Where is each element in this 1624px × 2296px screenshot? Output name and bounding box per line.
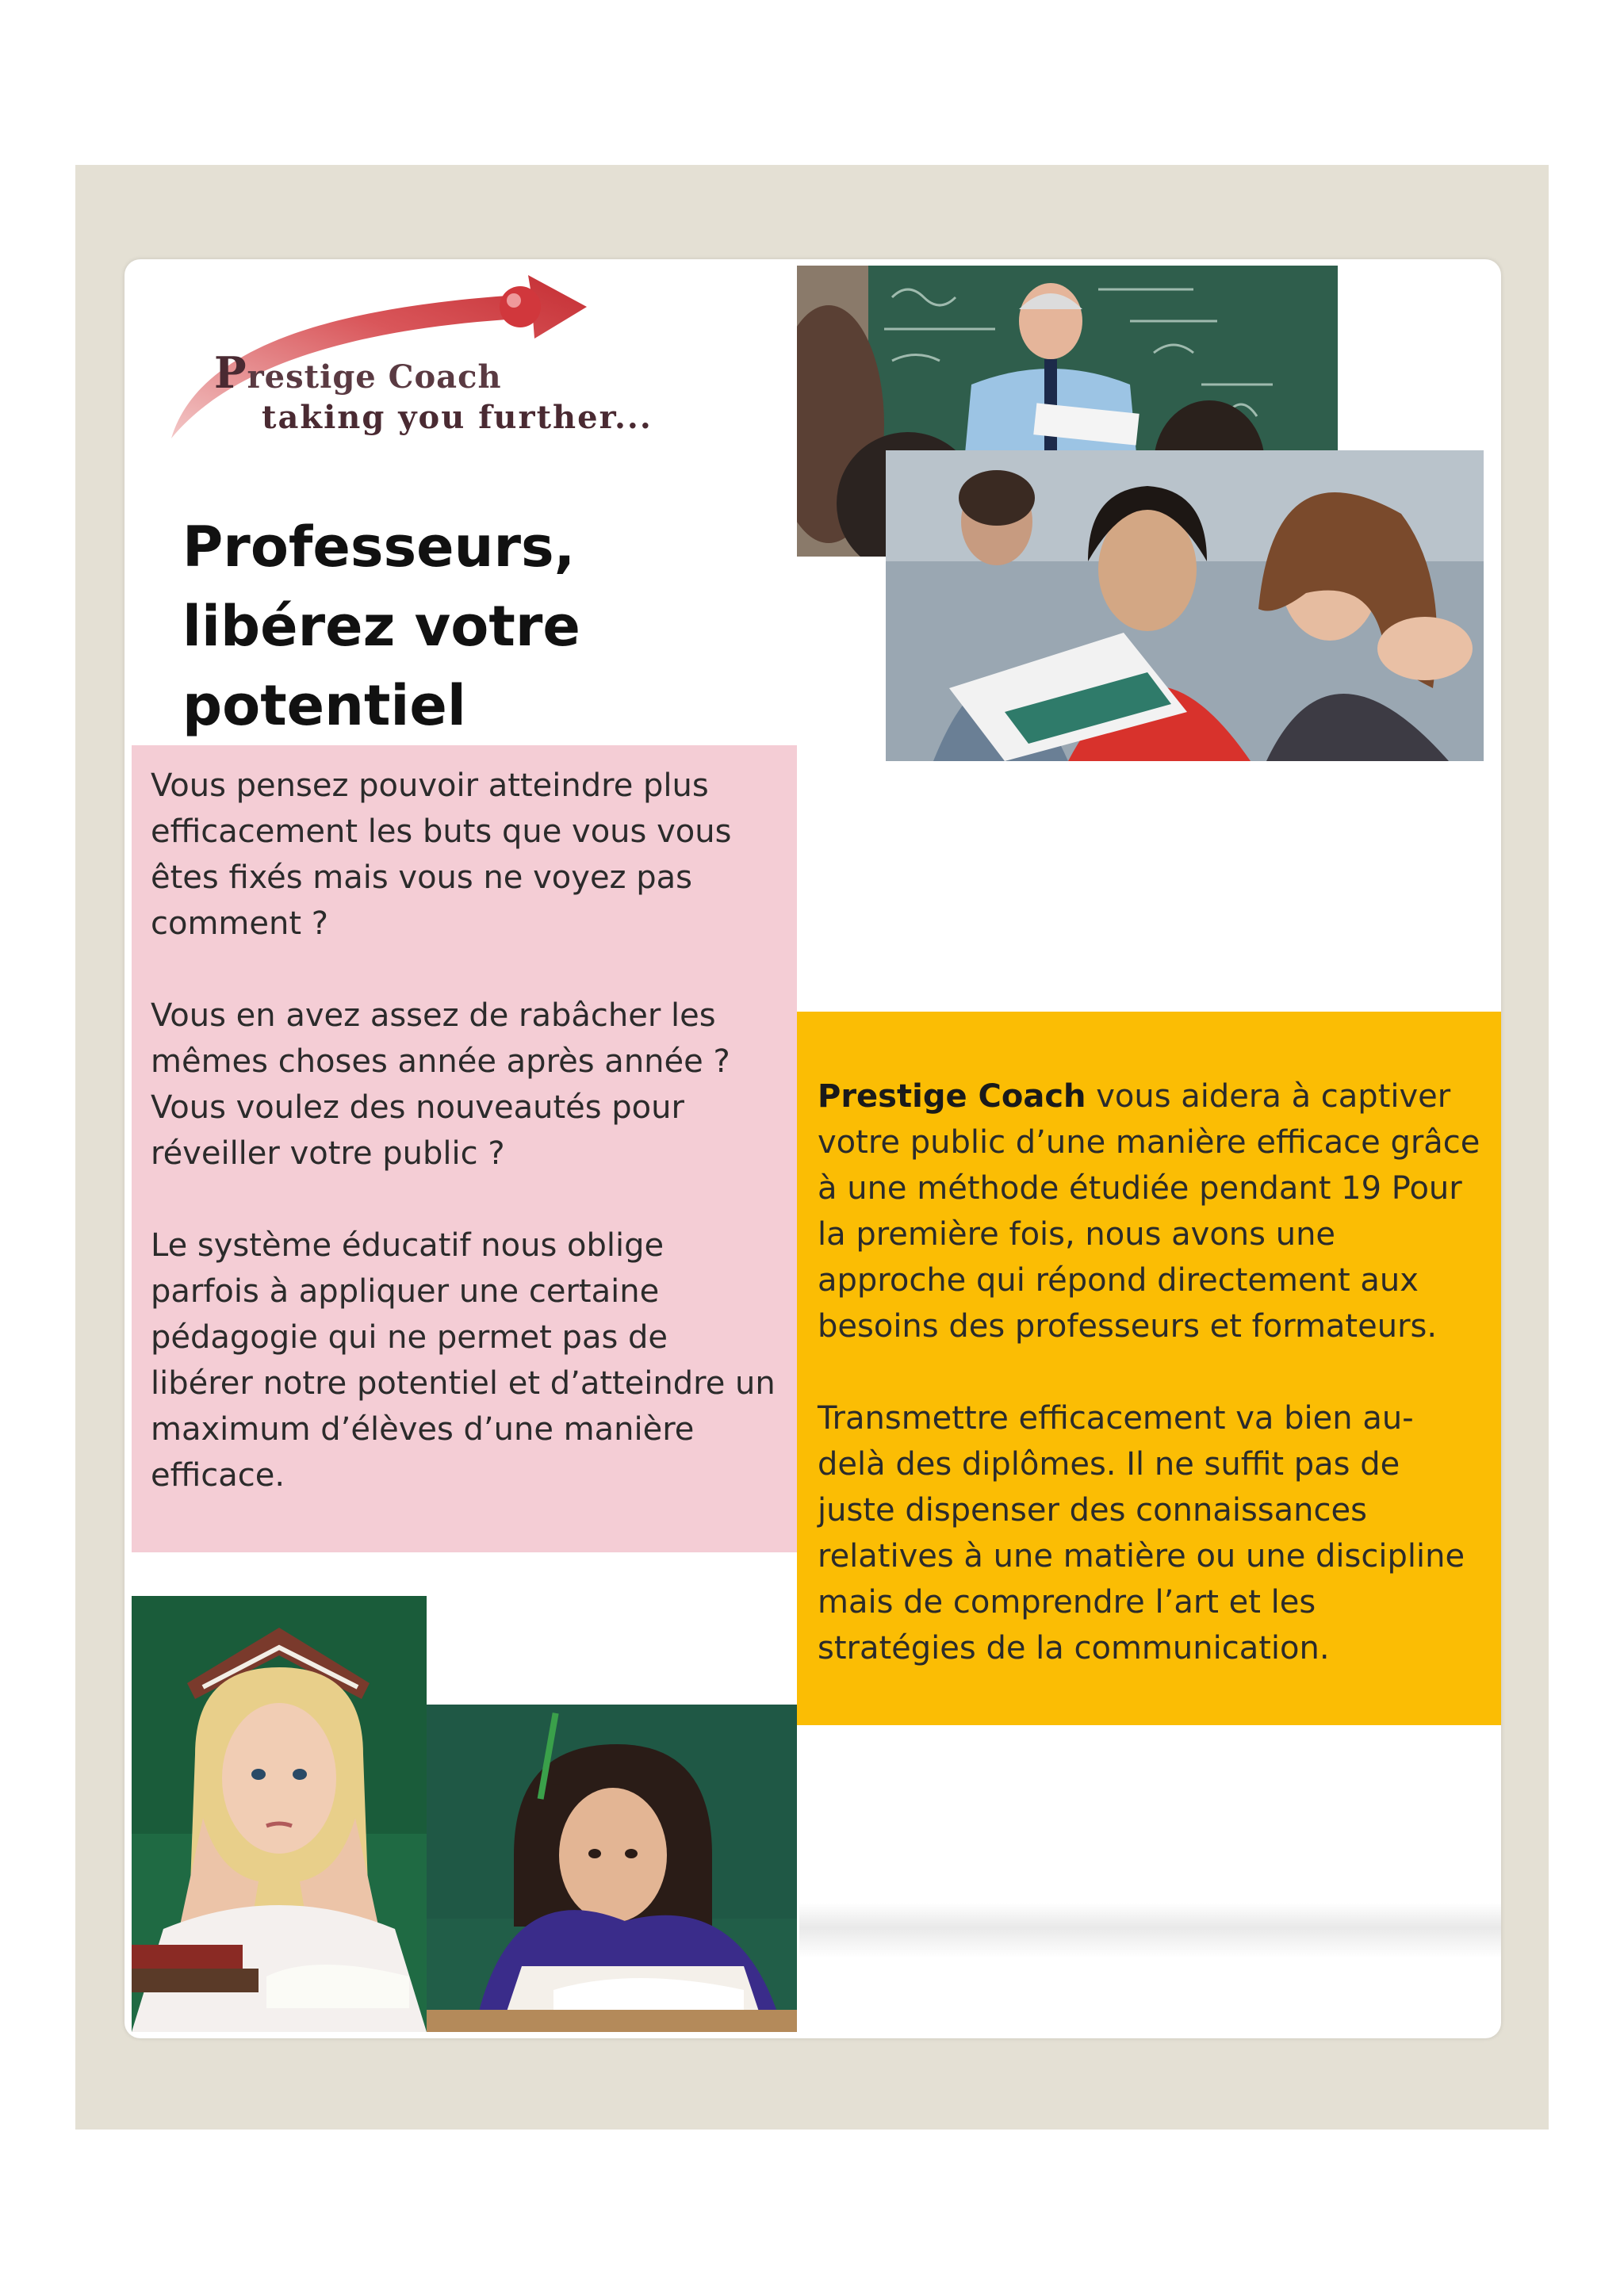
offer-paragraph-2: Transmettre efficacement va bien au-delà des diplômes. Il ne suffit pas de juste dispenser des connaissances relatives à une matière ou une discipline mais de comprendre l’art et les stratégies de la communication.: [818, 1400, 1465, 1667]
page-title: Professeurs, libérez votre potentiel: [182, 515, 580, 738]
logo-brand-text: Prestige Coach: [214, 347, 502, 398]
intro-paragraph-1: Vous pensez pouvoir atteindre plus efficacement les buts que vous vous êtes fixés mais vous ne voyez pas comment ?: [151, 767, 732, 942]
intro-text-box: [132, 745, 797, 1552]
brand-name: Prestige Coach: [818, 1078, 1086, 1115]
shelf-decoration: [799, 1903, 1501, 1958]
intro-paragraph-2: Vous en avez assez de rabâcher les mêmes choses année après année ? Vous voulez des nouveautés pour réveiller votre public ?: [151, 997, 730, 1172]
logo-tagline: taking you further...: [262, 399, 653, 436]
intro-paragraph-3: Le système éducatif nous oblige parfois à appliquer une certaine pédagogie qui ne permet pas de libérer notre potentiel et d’atteindre un maximum d’élèves d’une manière efficace.: [151, 1227, 776, 1494]
offer-text-box: [797, 1012, 1501, 1725]
frustrated-student-desk-photo: [427, 1705, 797, 2032]
tired-student-book-photo: [132, 1596, 427, 2032]
offer-paragraph-1: Prestige Coach vous aidera à captiver votre public d’une manière efficace grâce à une méthode étudiée pendant 19 Pour la première fois, nous avons une approche qui répond directement aux besoins des professeurs et formateurs.: [818, 1078, 1480, 1345]
students-photo: [886, 450, 1484, 761]
